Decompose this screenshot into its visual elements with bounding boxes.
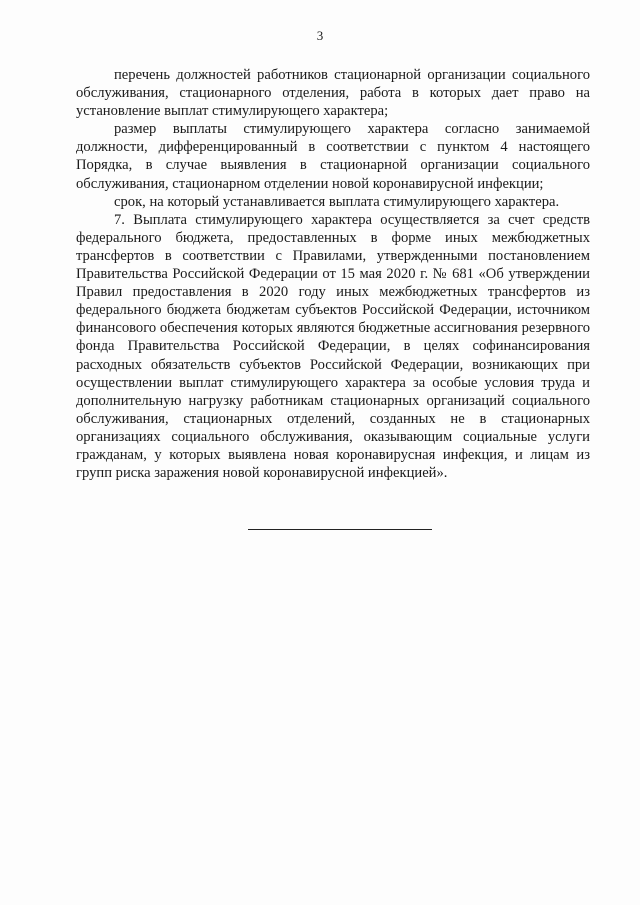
paragraph-item-7-funding: 7. Выплата стимулирующего характера осуществляется за счет средств федерального бюджета, предоставленных в форме иных межбюджетных трансфертов в соответствии с Правилами, утвержденными постановлением Правительства Российской Федерации от 15 мая 2020 г. № 681 «Об утверждении Правил предоставления в 2020 году иных межбюджетных трансфертов из федерального бюджета бюджетам субъектов Российской Федерации, источником финансового обеспечения которых являются бюджетные ассигнования резервного фонда Правительства Российской Федерации, в целях софинансирования расходных обязательств субъектов Российской Федерации, возникающих при осуществлении выплат стимулирующего характера за особые условия труда и дополнительную нагрузку работникам стационарных организаций социального обслуживания, стационарных отделений, созданных не в стационарных организациях социального обслуживания, оказывающим социальные услуги гражданам, у которых выявлена новая коронавирусная инфекция, и лицам из групп риска заражения новой коронавирусной инфекцией». <box>76 211 590 482</box>
end-divider-line <box>248 529 432 530</box>
page-number: 3 <box>316 28 324 43</box>
paragraph-payment-size: размер выплаты стимулирующего характера согласно занимаемой должности, дифференцированный в соответствии с пунктом 4 настоящего Порядка, в случае выявления в стационарной организации социального обслуживания, стационарном отделении новой коронавирусной инфекции; <box>76 121 590 192</box>
paragraph-payment-term: срок, на который устанавливается выплата стимулирующего характера. <box>114 193 560 210</box>
document-body <box>76 66 590 482</box>
paragraph-positions-list: перечень должностей работников стационарной организации социального обслуживания, стационарного отделения, работа в которых дает право на установление выплат стимулирующего характера; <box>76 67 590 120</box>
